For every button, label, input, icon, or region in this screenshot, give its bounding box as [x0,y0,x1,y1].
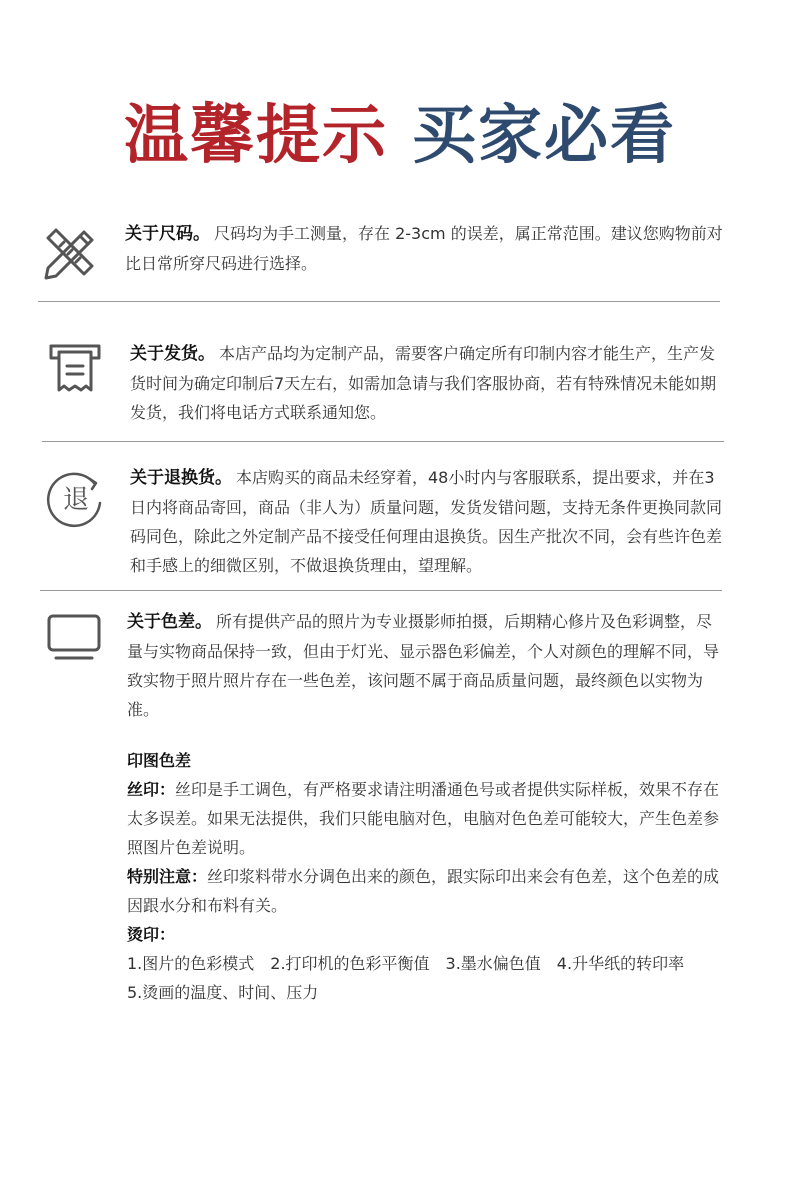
divider [38,301,720,302]
receipt-icon [45,340,105,396]
heat-print-line-2: 5.烫画的温度、时间、压力 [127,983,319,1002]
return-icon-glyph: 退 [62,485,90,515]
special-note-body: 丝印浆料带水分调色出来的颜色，跟实际印出来会有色差，这个色差的成因跟水分和布料有关。 [127,867,720,915]
section-color-body: 所有提供产品的照片为专业摄影师拍摄，后期精心修片及色彩调整，尽量与实物商品保持一致，但由于灯光、显示器色彩偏差，个人对颜色的理解不同，导致实物于照片照片存在一些色差，该问题不属于商品质量问题，最终颜色以实物为准。 [127,612,720,719]
return-icon [46,469,106,529]
section-size-body: 尺码均为手工测量，存在 2-3cm 的误差，属正常范围。建议您购物前对比日常所穿尺码进行选择。 [125,224,723,273]
section-returns-body: 本店购买的商品未经穿着，48小时内与客服联系，提出要求，并在3日内将商品寄回，商品（非人为）质量问题，发货发错问题，支持无条件更换同款同码同色，除此之外定制产品不接受任何理由退换货。因生产批次不同，会有些许色差和手感上的细微区别，不做退换货理由，望理解。 [130,468,723,575]
section-color-label: 关于色差。 [127,612,212,632]
title-part-blue: 买家必看 [412,99,676,173]
heat-print-line-1: 1.图片的色彩模式 2.打印机的色彩平衡值 3.墨水偏色值 4.升华纸的转印率 [127,954,685,973]
section-size-text [125,219,725,278]
section-returns-text [130,463,728,580]
section-shipping-label: 关于发货。 [130,344,215,364]
silk-print-body: 丝印是手工调色，有严格要求请注明潘通色号或者提供实际样板，效果不存在太多误差。如果无法提供，我们只能电脑对色，电脑对色色差可能较大，产生色差参照图片色差说明。 [127,780,720,857]
silk-print-paragraph [127,775,727,862]
section-shipping-text [130,339,728,427]
print-diff-heading: 印图色差 [127,751,192,770]
special-note-label: 特别注意： [127,867,208,886]
section-size-label: 关于尺码。 [125,224,210,244]
divider [40,590,722,591]
monitor-icon [44,612,104,664]
page-title [0,96,800,176]
section-shipping-body: 本店产品均为定制产品，需要客户确定所有印制内容才能生产，生产发货时间为确定印制后7天左右，如需加急请与我们客服协商，若有特殊情况未能如期发货，我们将电话方式联系通知您。 [130,344,717,422]
title-part-red: 温馨提示 [124,99,388,173]
print-diff-section [127,746,727,1007]
silk-print-label: 丝印： [127,780,176,799]
special-note-paragraph [127,862,727,920]
divider [42,441,724,442]
section-returns-label: 关于退换货。 [130,468,232,488]
heat-print-label: 烫印： [127,925,176,944]
pencil-ruler-icon [40,224,100,280]
section-color-text [127,607,725,724]
